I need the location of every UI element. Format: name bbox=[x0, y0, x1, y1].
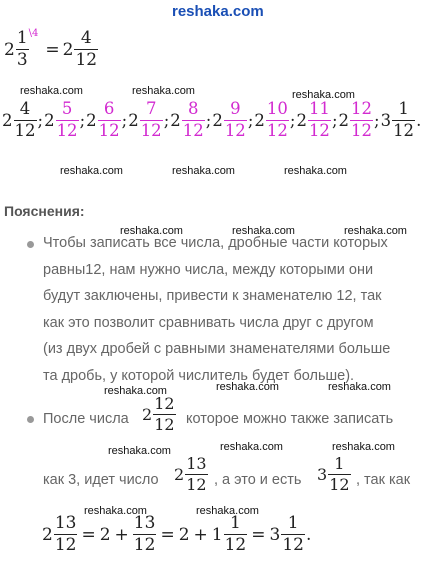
whole: 1 bbox=[211, 524, 223, 545]
separator: ; bbox=[205, 110, 212, 130]
sequence-fraction bbox=[86, 101, 121, 139]
numerator: 5 bbox=[61, 99, 73, 118]
sequence-fraction bbox=[170, 101, 205, 139]
watermark: reshaka.com bbox=[132, 85, 195, 97]
separator: ; bbox=[79, 110, 86, 130]
separator: ; bbox=[331, 110, 338, 130]
watermark: reshaka.com bbox=[172, 165, 235, 177]
fraction-sequence bbox=[2, 101, 422, 139]
sequence-fraction bbox=[44, 101, 79, 139]
numerator: 1 bbox=[334, 454, 345, 473]
equation-conversion bbox=[4, 30, 98, 69]
bullet-marker bbox=[27, 241, 34, 248]
numerator: 1 bbox=[16, 28, 28, 48]
whole: 3 bbox=[269, 524, 281, 545]
denominator: 12 bbox=[54, 535, 77, 555]
fraction bbox=[14, 101, 37, 139]
watermark: reshaka.com bbox=[284, 165, 347, 177]
denominator: 12 bbox=[154, 415, 175, 434]
sequence-fraction bbox=[254, 101, 289, 139]
text-line: Чтобы записать все числа, дробные части которых bbox=[43, 235, 388, 251]
numerator: 7 bbox=[145, 99, 157, 118]
explanation-heading: Пояснения: bbox=[4, 203, 85, 219]
watermark: reshaka.com bbox=[220, 441, 283, 453]
whole: 2 bbox=[42, 524, 53, 545]
watermark: reshaka.com bbox=[344, 225, 407, 237]
fraction bbox=[224, 515, 248, 554]
denominator: 12 bbox=[140, 120, 162, 140]
watermark: reshaka.com bbox=[120, 225, 183, 237]
numerator: 4 bbox=[80, 28, 92, 48]
explanation-text: , а это и есть bbox=[214, 472, 302, 488]
fraction bbox=[224, 101, 247, 139]
equals-sign: = bbox=[45, 39, 60, 60]
text-line: равны12, нам нужно числа, между которыми они bbox=[43, 261, 374, 278]
fraction bbox=[74, 30, 98, 69]
whole: 3 bbox=[380, 110, 392, 130]
mixed-fraction bbox=[212, 515, 247, 554]
watermark: reshaka.com bbox=[60, 165, 123, 177]
number: 2 bbox=[99, 524, 111, 545]
mixed-fraction bbox=[63, 30, 98, 69]
numerator: 1 bbox=[398, 99, 409, 118]
numerator: 9 bbox=[230, 99, 241, 118]
whole: 2 bbox=[4, 39, 15, 60]
denominator: 12 bbox=[133, 535, 156, 555]
whole: 2 bbox=[174, 465, 185, 484]
watermark: reshaka.com bbox=[292, 89, 355, 101]
whole: 2 bbox=[170, 110, 181, 130]
fraction bbox=[133, 515, 157, 554]
mixed-fraction bbox=[174, 456, 208, 493]
fraction bbox=[54, 515, 78, 554]
fraction bbox=[182, 101, 205, 139]
numerator: 1 bbox=[230, 513, 241, 533]
period: . bbox=[416, 110, 422, 130]
denominator: 12 bbox=[75, 50, 98, 70]
watermark: reshaka.com bbox=[216, 381, 279, 393]
sequence-fraction bbox=[128, 101, 163, 139]
fraction bbox=[153, 396, 175, 433]
watermark: reshaka.com bbox=[196, 505, 259, 517]
fraction bbox=[266, 101, 289, 139]
separator: ; bbox=[163, 110, 170, 130]
watermark: reshaka.com bbox=[328, 381, 391, 393]
explanation-text: как 3, идет число bbox=[43, 472, 159, 488]
separator: ; bbox=[37, 110, 44, 130]
denominator: 12 bbox=[182, 120, 204, 140]
text-line: будут заключены, привести к знаменателю 12, так bbox=[43, 288, 382, 304]
numerator: 12 bbox=[351, 99, 372, 118]
period: . bbox=[305, 524, 312, 545]
explanation-text: , так как bbox=[356, 472, 411, 488]
text-line: как это позволит сравнивать числа друг с другом bbox=[43, 314, 374, 331]
whole: 2 bbox=[62, 39, 74, 60]
fraction bbox=[185, 456, 207, 493]
whole: 2 bbox=[296, 110, 307, 130]
whole: 2 bbox=[142, 405, 153, 424]
denominator: 12 bbox=[329, 475, 350, 494]
equals-sign: = bbox=[160, 524, 175, 545]
whole: 2 bbox=[212, 110, 223, 130]
numerator: 4 bbox=[19, 99, 31, 118]
numerator: 11 bbox=[308, 99, 330, 118]
multiplier-note: \4 bbox=[28, 28, 39, 39]
numerator: 13 bbox=[133, 513, 156, 533]
sequence-fraction bbox=[2, 101, 37, 139]
mixed-fraction bbox=[317, 456, 351, 493]
denominator: 12 bbox=[351, 120, 372, 140]
denominator: 12 bbox=[186, 475, 207, 494]
bullet-marker bbox=[27, 416, 34, 423]
fraction bbox=[281, 515, 305, 554]
denominator: 12 bbox=[14, 120, 36, 140]
sequence-fraction bbox=[212, 101, 247, 139]
number: 2 bbox=[178, 524, 190, 545]
denominator: 12 bbox=[224, 535, 247, 555]
denominator: 12 bbox=[56, 120, 78, 140]
whole: 2 bbox=[128, 110, 139, 130]
denominator: 12 bbox=[224, 120, 246, 140]
equation-final bbox=[42, 515, 311, 554]
numerator: 13 bbox=[186, 454, 207, 473]
fraction bbox=[308, 101, 331, 139]
mixed-fraction bbox=[4, 30, 29, 69]
whole: 2 bbox=[86, 110, 97, 130]
separator: ; bbox=[247, 110, 254, 130]
equals-sign: = bbox=[251, 524, 266, 545]
sequence-fraction bbox=[381, 101, 416, 139]
fraction bbox=[140, 101, 163, 139]
numerator: 1 bbox=[287, 513, 299, 533]
watermark: reshaka.com bbox=[104, 385, 167, 397]
plus-sign: + bbox=[193, 524, 208, 545]
fraction bbox=[56, 101, 79, 139]
fraction bbox=[16, 30, 29, 69]
numerator: 8 bbox=[188, 99, 199, 118]
watermark-top: reshaka.com bbox=[172, 3, 264, 20]
fraction bbox=[328, 456, 350, 493]
watermark: reshaka.com bbox=[20, 85, 83, 97]
watermark: reshaka.com bbox=[84, 505, 147, 517]
whole: 2 bbox=[44, 110, 55, 130]
watermark: reshaka.com bbox=[332, 441, 395, 453]
explanation-text: После числа bbox=[43, 411, 129, 427]
text-line: та дробь, у которой числитель будет больше). bbox=[43, 367, 355, 384]
fraction bbox=[392, 101, 415, 139]
separator: ; bbox=[121, 110, 128, 130]
numerator: 6 bbox=[103, 99, 115, 118]
separator: ; bbox=[374, 110, 380, 130]
plus-sign: + bbox=[114, 524, 129, 545]
whole: 2 bbox=[338, 110, 349, 130]
sequence-fraction bbox=[296, 101, 331, 139]
numerator: 12 bbox=[154, 394, 175, 413]
denominator: 12 bbox=[266, 120, 288, 140]
mixed-fraction bbox=[42, 515, 77, 554]
sequence-fraction bbox=[339, 101, 374, 139]
fraction bbox=[350, 101, 373, 139]
text-line: (из двух дробей с равными знаменателями больше bbox=[43, 341, 391, 357]
mixed-fraction bbox=[142, 396, 176, 433]
denominator: 12 bbox=[282, 535, 304, 555]
watermark: reshaka.com bbox=[232, 225, 295, 237]
denominator: 12 bbox=[308, 120, 330, 140]
equals-sign: = bbox=[81, 524, 96, 545]
mixed-fraction bbox=[269, 515, 304, 554]
whole: 2 bbox=[254, 110, 265, 130]
whole: 3 bbox=[317, 465, 328, 484]
numerator: 13 bbox=[54, 513, 77, 533]
whole: 2 bbox=[2, 110, 13, 130]
denominator: 3 bbox=[16, 50, 28, 70]
explanation-text: которое можно также записать bbox=[186, 411, 394, 427]
watermark: reshaka.com bbox=[108, 445, 171, 457]
fraction bbox=[98, 101, 121, 139]
separator: ; bbox=[289, 110, 296, 130]
denominator: 12 bbox=[98, 120, 120, 140]
numerator: 10 bbox=[266, 99, 288, 118]
explanation-paragraph-1 bbox=[43, 230, 435, 389]
denominator: 12 bbox=[393, 120, 415, 140]
